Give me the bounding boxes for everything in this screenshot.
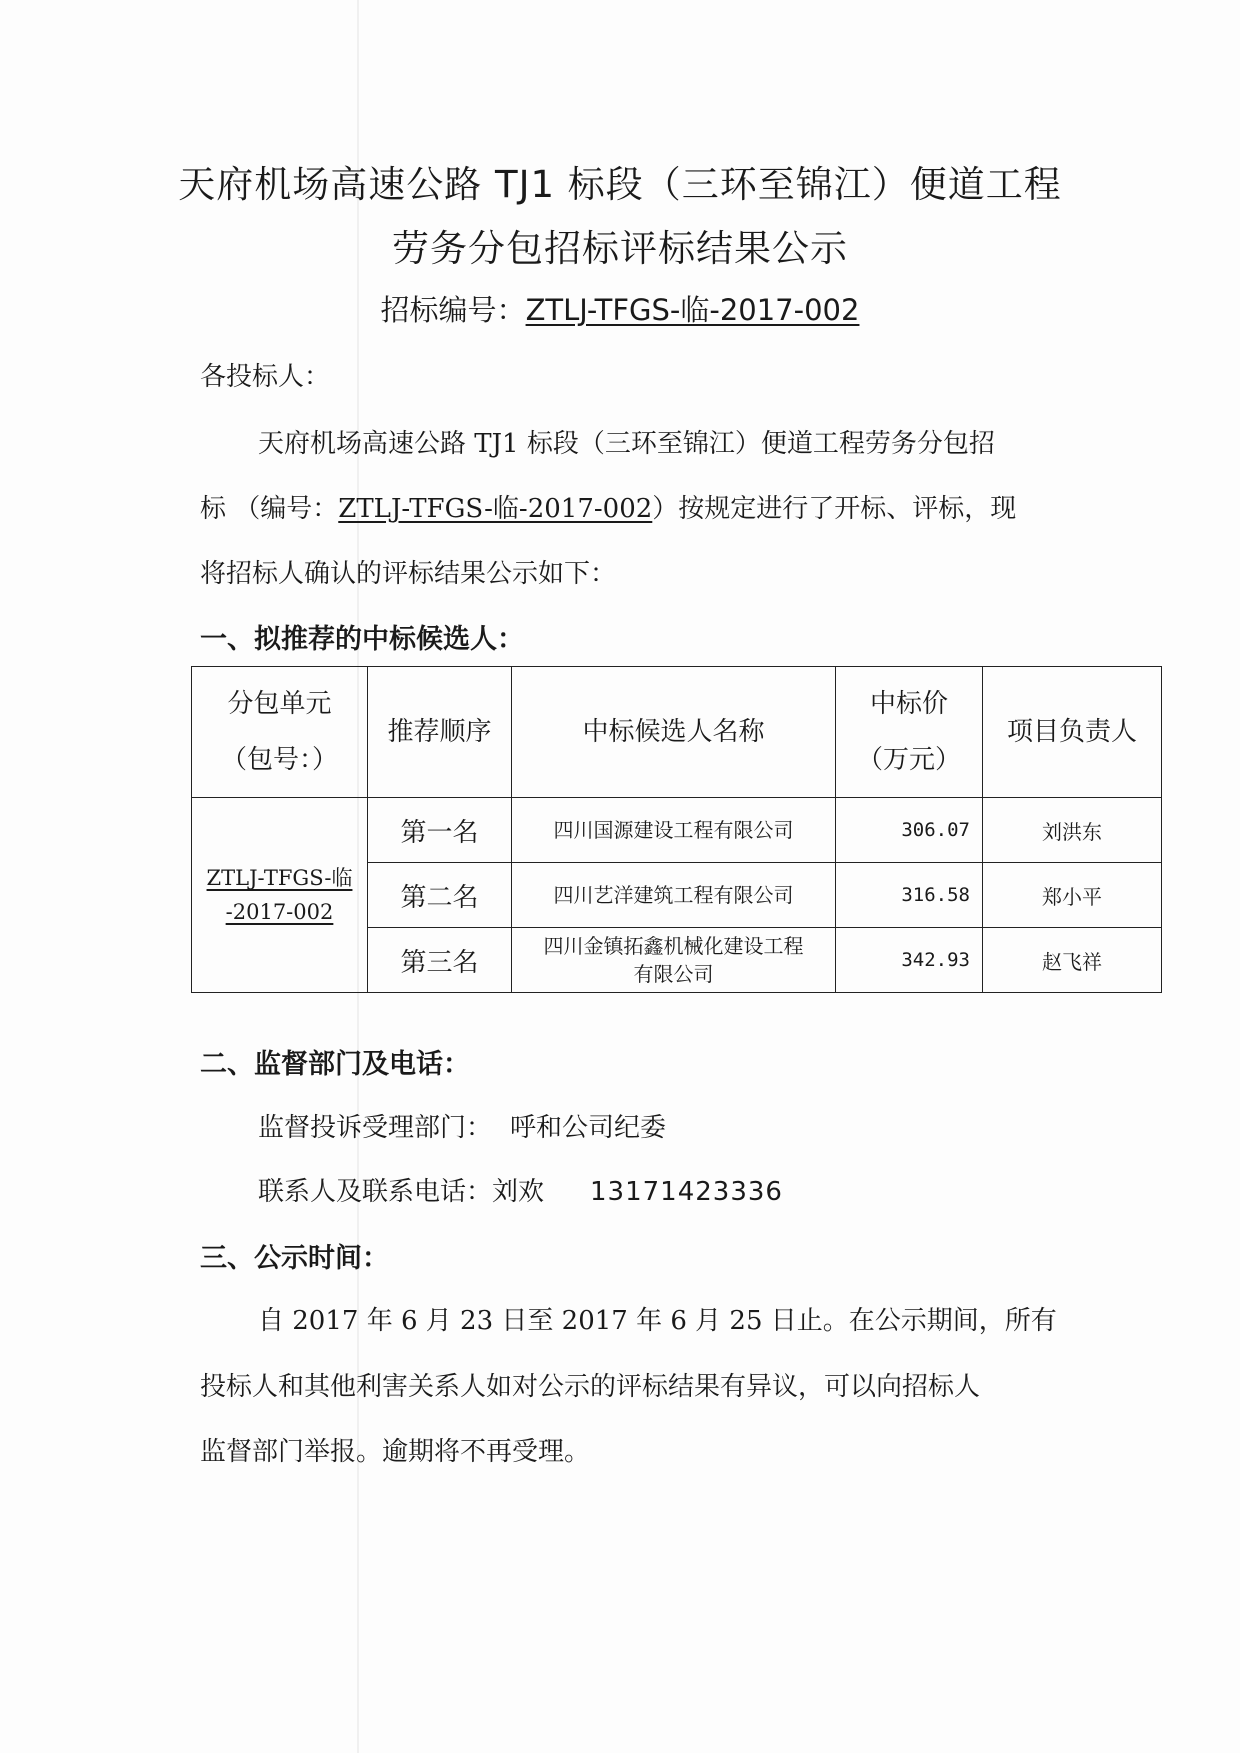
header-price-line-1: 中标价 [869,689,948,719]
candidate-name-line-2: 有限公司 [633,962,714,986]
candidate-name-line-1: 四川金镇拓鑫机械化建设工程 [543,934,804,958]
header-rank: 推荐顺序 [368,667,512,798]
supervision-dept-line [258,1107,666,1144]
contact-line [258,1171,783,1208]
intro-line-2 [200,488,1016,525]
header-price [836,667,983,798]
intro-line-3: 将招标人确认的评标结果公示如下： [200,559,617,589]
intro-line-2-suffix: ）按规定进行了开标、评标，现 [652,494,1017,524]
candidate-name-cell: 四川国源建设工程有限公司 [512,798,836,863]
candidate-name-cell: 四川艺洋建筑工程有限公司 [512,863,836,928]
title-line-1: 天府机场高速公路 TJ1 标段（三环至锦江）便道工程 [178,163,1062,206]
candidate-name-cell [512,928,836,993]
manager-cell: 郑小平 [983,863,1162,928]
header-manager: 项目负责人 [983,667,1162,798]
intro-line-1: 天府机场高速公路 TJ1 标段（三环至锦江）便道工程劳务分包招 [258,429,995,459]
candidate-table [191,666,1162,993]
header-unit [192,667,368,798]
salutation: 各投标人： [200,362,331,392]
supervision-dept-value: 呼和公司纪委 [510,1113,667,1143]
section-1-heading: 一、拟推荐的中标候选人： [200,624,524,655]
tender-code-label: 招标编号： [380,293,526,327]
notice-period-line-1: 自 2017 年 6 月 23 日至 2017 年 6 月 25 日止。在公示期间，所有 [258,1306,1057,1336]
notice-period-line-3: 监督部门举报。逾期将不再受理。 [200,1437,591,1467]
rank-cell: 第二名 [368,863,512,928]
header-name: 中标候选人名称 [512,667,836,798]
price-cell: 342.93 [836,928,983,993]
price-cell: 316.58 [836,863,983,928]
title-line-2: 劳务分包招标评标结果公示 [392,227,848,270]
manager-cell: 刘洪东 [983,798,1162,863]
price-cell: 306.07 [836,798,983,863]
intro-line-2-prefix: 标 （编号： [200,494,339,524]
table-row [192,798,1162,863]
package-cell [192,798,368,993]
package-line-2: -2017-002 [225,900,334,924]
header-unit-line-1: 分包单元 [227,689,332,719]
contact-label: 联系人及联系电话：刘欢 [258,1177,545,1207]
tender-code-value: ZTLJ-TFGS-临-2017-002 [525,293,860,327]
table-header-row [192,667,1162,798]
notice-period-line-2: 投标人和其他利害关系人如对公示的评标结果有异议，可以向招标人 [200,1372,981,1402]
rank-cell: 第三名 [368,928,512,993]
contact-phone: 13171423336 [590,1177,783,1207]
rank-cell: 第一名 [368,798,512,863]
section-2-heading: 二、监督部门及电话： [200,1049,470,1080]
header-price-line-2: （万元） [856,745,961,775]
section-3-heading: 三、公示时间： [200,1243,389,1274]
header-unit-line-2: （包号：） [220,745,338,775]
intro-code: ZTLJ-TFGS-临-2017-002 [338,494,653,524]
supervision-dept-label: 监督投诉受理部门： [258,1113,493,1143]
tender-code-line [0,288,1240,329]
manager-cell: 赵飞祥 [983,928,1162,993]
package-line-1: ZTLJ-TFGS-临 [206,866,353,890]
